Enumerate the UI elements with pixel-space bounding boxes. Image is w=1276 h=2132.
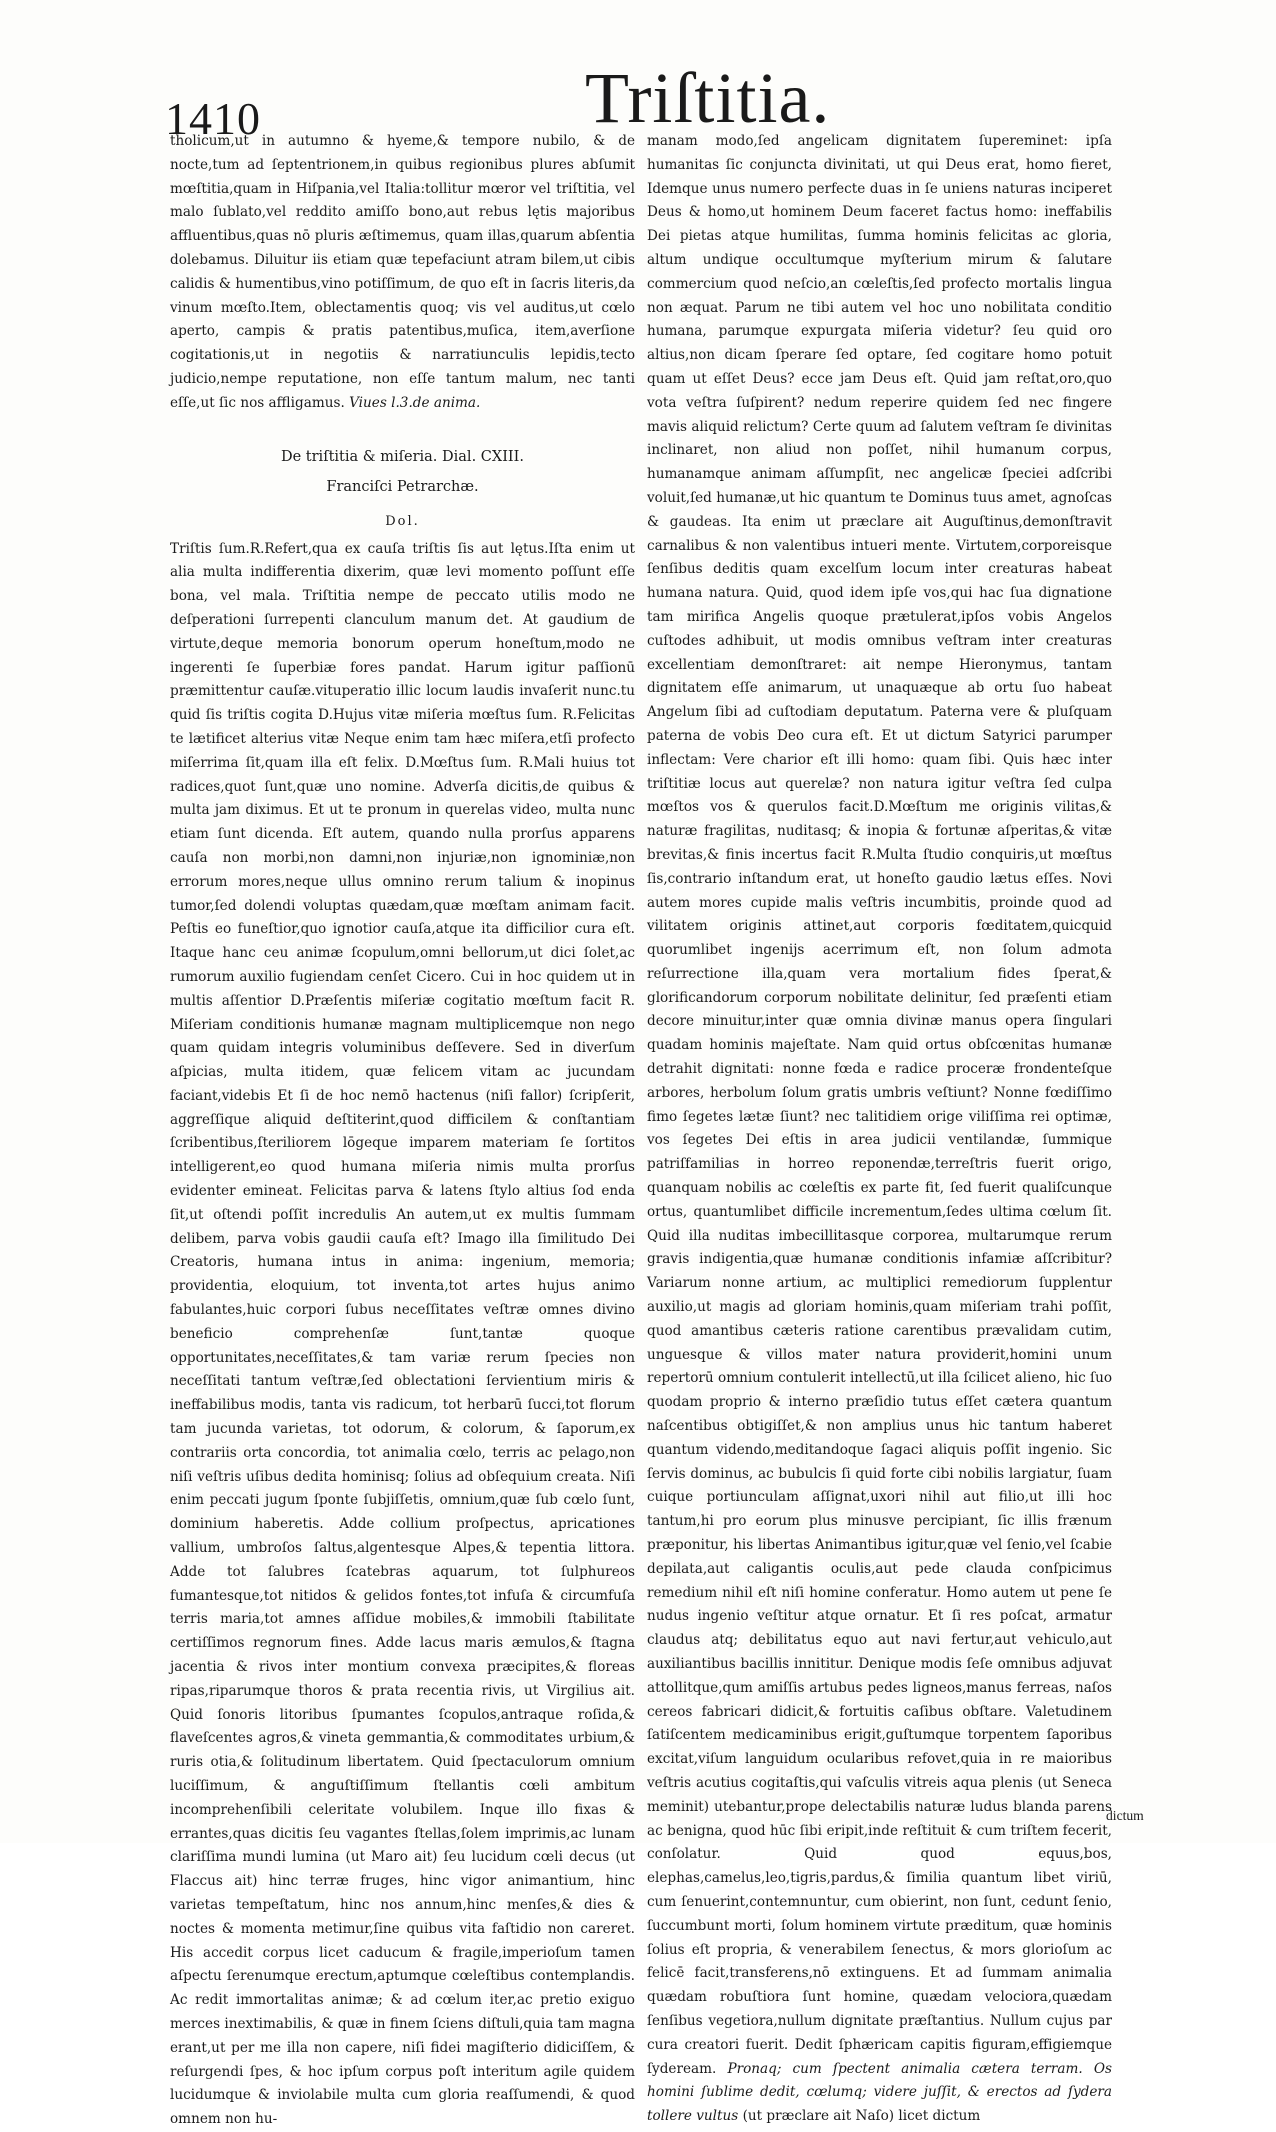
paragraph [647,130,1112,2129]
right-column [647,130,1113,2125]
dialogue-heading [170,442,635,502]
top-text: tholicum,ut in autumno & hyeme,& tempore nubilo, & de nocte,tum ad ſeptentrionem,in quibus regionibus plures abſumit mœſtitia,quam in Hiſpania,vel Italia:tollitur mœror vel triſtitia, vel malo ſublato,vel reddito amiſſo bono,aut rebus lętis majoribus affluentibus,quas nō pluris æſtimemus, quam illas,quarum abſentia dolebamus. Diluitur iis etiam quæ tepefaciunt atram bilem,ut cibis calidis & humentibus,vino potiſſimum, de quo eſt in ſacris literis,da vinum mœſto.Item, oblectamentis quoq; vis vel auditus,ut cœlo aperto, campis & pratis patentibus,muſica, item,averſione cogitationis,ut in negotiis & narratiunculis lepidis,tecto judicio,nempe reputatione, non eſſe tantum malum, nec tanti eſſe,ut ſic nos affligamus. [170,133,635,411]
section-author: Franciſci Petrarchæ. [326,478,479,495]
catchword: dictum [1106,1808,1144,1823]
running-title: Triſtitia. [585,58,831,138]
running-head [165,58,1155,144]
right-body: manam modo,ſed angelicam dignitatem ſupereminet: ipſa humanitas ſic conjuncta divinitati, ut qui Deus erat, homo fieret, Idemque unus numero perfecte duas in ſe uniens naturas inciperet Deus & homo,ut hominem Deum faceret factus homo: ineffabilis Dei pietas atque humilitas, ſumma hominis felicitas ac gloria, altum undique occultumque myſterium mirum & ſalutare commercium quod neſcio,an cœleſtis,ſed profecto mortalis lingua non æquat. Parum ne tibi autem vel hoc uno nobilitata conditio humana, parumque expurgata miſeria videtur? ſeu quid oro altius,non dicam ſperare ſed optare, ſed cogitare homo potuit quam ut eſſet Deus? ecce jam Deus eſt. Quid jam reſtat,oro,quo vota veſtra ſuſpirent? nedum reperire quidem ſed nec fingere mavis aliquid relictum? Certe quum ad ſalutem veſtram ſe divinitas inclinaret, non aliud non poſſet, nihil humanum corpus, humanamque animam aſſumpſit, nec angelicæ ſpeciei adſcribi voluit,ſed humanæ,ut hic quantum te Dominus tuus amet, agnoſcas & gaudeas. Ita enim ut præclare ait Auguſtinus,demonſtravit carnalibus & non valentibus intueri mente. Virtutem,corporeisque ſenſibus deditis quam excelſum locum inter creaturas habeat humana natura. Quid, quod idem ipſe vos,qui hac ſua dignatione tam mirifica Angelis quoque prætulerat,ipſos vobis Angelos cuſtodes adhibuit, ut modis omnibus veſtram inter creaturas excellentiam demonſtraret: ait nempe Hieronymus, tantam dignitatem eſſe animarum, ut unaquæque ab ortu ſuo habeat Angelum ſibi ad cuſtodiam deputatum. Paterna vere & pluſquam paterna de vobis Deo cura eſt. Et ut dictum Satyrici parumper inflectam: Vere charior eſt illi homo: quam ſibi. Quis hæc inter triſtitiæ locus aut querelæ? non natura igitur veſtra ſed culpa mœſtos vos & querulos facit.D.Mœſtum me originis vilitas,& naturæ fragilitas, nuditasq; & inopia & fortunæ aſperitas,& vitæ brevitas,& finis incertus facit R.Multa ſtudio conquiris,ut mœſtus ſis,contrario inſtandum erat, ut honeſto gaudio lætus eſſes. Novi autem mores cupide malis veſtris incumbitis, proinde quod ad vilitatem originis attinet,aut corporis fœditatem,quicquid quorumlibet ingenijs acerrimum eſt, non ſolum admota reſurrectione illa,quam vera mortalium fides ſperat,& glorificandorum corporum nobilitate delinitur, ſed præſenti etiam decore minuitur,inter quæ omnia divinæ manus opera ſingulari quadam hominis majeſtate. Nam quid ortus obſcœnitas humanæ detrahit dignitati: nonne fœda e radice proceræ frondenteſque arbores, herbolum ſolum gratis umbris veſtiunt? Nonne fœdiſſimo fimo ſegetes lætæ ſiunt? nec talitidiem orige viliſſima rei optimæ, vos ſegetes Dei eſtis in area judicii ventilandæ, ſummique patriſfamilias in horreo reponendæ,terreſtris fuerit origo, quanquam nobilis ac cœleſtis ex parte fit, ſed fuerit qualiſcunque ortus, quantumlibet difficile incrementum,ſedes ultima cœlum ſit. Quid illa nuditas imbecillitasque corporea, multarumque rerum gravis indigentia,quæ humanæ conditionis infamiæ aſſcribitur? Variarum nonne artium, ac multiplici remediorum ſupplentur auxilio,ut magis ad gloriam hominis,quam miſeriam trahi poſſit, quod amantibus cæteris ratione carentibus prævalidam cutim, unguesque & villos mater natura providerit,homini unum repertorū omnium contulerit intellectū,ut illa ſcilicet alieno, hic ſuo quodam proprio & interno præſidio tutus eſſet cætera quantum naſcentibus obtigiſſet,& non amplius unus hic tantum haberet quantum videndo,meditandoque ſagaci aliquis poſſit ingenio. Sic ſervis dominus, ac bubulcis ſi quid forte cibi nobilis largiatur, ſuam cuique portiunculam aſſignat,uxori nihil aut filio,ut illi hoc tantum,hi pro eorum plus minusve percipiant, ſic illis frænum præponitur, his libertas Animantibus igitur,quæ vel ſenio,vel ſcabie depilata,aut caligantis oculis,aut pede clauda conſpicimus remedium nihil eſt niſi homine conferatur. Homo autem ut pene ſe nudus ingenio veſtitur atque ornatur. Et ſi res poſcat, armatur claudus atq; debilitatus equo aut navi fertur,aut vehiculo,aut auxiliantibus bacillis innititur. Denique modis ſeſe omnibus adjuvat attollitque,qum amiſſis artubus pedes ligneos,manus ferreas, naſos cereos fabricari didicit,& fortuitis caſibus obſtare. Valetudinem ſatiſcentem medicaminibus erigit,guſtumque torpentem ſaporibus excitat,viſum languidum ocularibus refovet,quia in re maioribus veſtris acutius cogitaſtis,qui vaſculis vitreis aqua plenis (ut Seneca meminit) utebantur,prope delectabilis naturæ ludus blanda parens ac benigna, quod hūc ſibi eripit,inde reſtituit & cum triſtem fecerit, conſolatur. Quid quod equus,bos, elephas,camelus,leo,tigris,pardus,& ſimilia quantum libet viriū, cum ſenuerint,contemnuntur, cum obierint, non ſunt, cedunt ſenio, ſuccumbunt morti, ſolum hominem virtute præditum, quæ hominis ſolius eſt propria, & venerabilem ſenectus, & mors glorioſum ac felicē facit,transferens,nō extinguens. Et ad ſummam animalia quædam robuſtiora ſunt homine, quædam velociora,quædam ſenſibus vegetiora,nullum dignitate præſtantius. Nullum cujus par cura creatori fuerit. Dedit ſphæricam capitis figuram,effigiemque ſydeream. [647,133,1113,2077]
page-number: 1410 [165,93,261,144]
top-citation: Viues l.3.de anima. [349,394,481,411]
right-tail: (ut præclare ait Naſo) licet dictum [742,2108,981,2125]
paragraph [170,130,635,416]
section-title: De triſtitia & miſeria. Dial. CXIII. [280,448,525,465]
verse-quote: Pronaq; cum ſpectent animalia cætera terram. Os homini ſublime dedit, cœlumq; videre juſſit, & erectos ad ſydera tollere vultus [647,2060,1112,2125]
speaker-label: Dol. [385,513,420,529]
left-column [170,130,635,2128]
left-body: Triſtis ſum.R.Refert,qua ex cauſa triſtis ſis aut lętus.Iſta enim ut alia multa indifferentia dixerim, quæ levi momento poſſunt eſſe bona, vel mala. Triſtitia nempe de peccato utilis modo ne deſperationi ſurrepenti clanculum manum det. At gaudium de virtute,deque memoria bonorum operum honeſtum,modo ne ingerenti ſe ſuperbiæ fores pandat. Harum igitur paſſionū præmittentur cauſæ.vituperatio illic locum laudis invaſerit nunc.tu quid ſis triſtis cogita D.Hujus vitæ miſeria mœſtus ſum. R.Felicitas te lætificet alterius vitæ Neque enim tam hæc miſera,etſi profecto miſerrima ſit,quam illa eſt felix. D.Mœſtus ſum. R.Mali huius tot radices,quot ſunt,quæ uno nomine. Adverſa dicitis,de quibus & multa jam diximus. Et ut te pronum in querelas video, multa nunc etiam ſunt dicenda. Eſt autem, quando nulla prorſus apparens cauſa non morbi,non damni,non injuriæ,non ignominiæ,non errorum mores,neque ullus omnino rerum talium & inopinus tumor,ſed dolendi voluptas quædam,quæ mœſtam animam facit. Peſtis eo funeſtior,quo ignotior cauſa,atque ita difficilior cura eſt. Itaque hanc ceu animæ ſcopulum,omni bellorum,ut dici ſolet,ac rumorum auxilio fugiendam cenſet Cicero. Cui in hoc quidem ut in multis aſſentior D.Præſentis miſeriæ cogitatio mœſtum facit R. Miſeriam conditionis humanæ magnam multiplicemque non nego quam quidam integris voluminibus deſſevere. Sed in diverſum aſpicias, multa itidem, quæ felicem vitam ac jucundam faciant,videbis Et ſi de hoc nemō hactenus (niſi fallor) ſcripſerit, aggreſſique aliquid deſtiterint,quod difficilem & conſtantiam ſcribentibus,ſteriliorem lōgeque imparem materiam ſe ſortitos intelligerent,eo quod humana miſeria nimis multa prorſus evidenter emineat. Felicitas parva & latens ſtylo altius ſod enda ſit,ut oſtendi poſſit incredulis An autem,ut ex multis ſummam delibem, parva vobis gaudii cauſa eſt? Imago illa ſimilitudo Dei Creatoris, humana intus in anima: ingenium, memoria; providentia, eloquium, tot inventa,tot artes hujus animo fabulantes,huic corpori ſubus neceſſitates veſtræ omnes divino beneficio comprehenſæ ſunt,tantæ quoque opportunitates,neceſſitates,& tam variæ rerum ſpecies non neceſſitati tantum veſtræ,ſed oblectationi ſervientium miris & ineffabilibus modis, tanta vis radicum, tot herbarū ſucci,tot florum tam jucunda varietas, tot odorum, & colorum, & ſaporum,ex contrariis orta concordia, tot animalia cœlo, terris ac pelago,non niſi veſtris uſibus dedita hominisq; ſolius ad obſequium creata. Niſi enim peccati jugum ſponte ſubjiſſetis, omnium,quæ ſub cœlo ſunt, dominium haberetis. Adde collium proſpectus, apricationes vallium, umbroſos ſaltus,algentesque Alpes,& tepentia littora. Adde tot ſalubres ſcatebras aquarum, tot ſulphureos fumantesque,tot nitidos & gelidos fontes,tot infuſa & circumfuſa terris maria,tot amnes aſſidue mobiles,& immobili ſtabilitate certiſſimos regnorum fines. Adde lacus maris æmulos,& ſtagna jacentia & rivos inter montium convexa præcipites,& floreas ripas,riparumque thoros & prata recentia rivis, ut Virgilius ait. Quid ſonoris litoribus ſpumantes ſcopulos,antraque roſida,& flaveſcentes agros,& vineta gemmantia,& commoditates urbium,& ruris otia,& ſolitudinum libertatem. Quid ſpectaculorum omnium luciſſimum, & anguſtiſſimum ſtellantis cœli ambitum incomprehenſibili celeritate volubilem. Inque illo fixas & errantes,quas dicitis ſeu vagantes ſtellas,ſolem imprimis,ac lunam clariſſima mundi lumina (ut Maro ait) ſeu lucidum cœli decus (ut Flaccus ait) hinc terræ fruges, hinc vigor animantium, hinc varietas tempeſtatum, hinc nos annum,hinc menſes,& dies & noctes & momenta metimur,ſine quibus vita faſtidio non careret. His accedit corpus licet caducum & fragile,imperioſum tamen aſpectu ſerenumque erectum,aptumque cœleſtibus contemplandis. Ac redit immortalitas animæ; & ad cœlum iter,ac pretio exiguo merces inextimabilis, & quæ in finem ſciens diſtuli,quia tam magna erant,ut per me illa non capere, niſi fidei magiſterio didiciſſem, & reſurgendi ſpes, & hoc ipſum corpus poſt interitum agile quidem lucidumque & inviolabile multa cum gloria reaſſumendi, & quod omnem non hu- [170,540,635,2128]
